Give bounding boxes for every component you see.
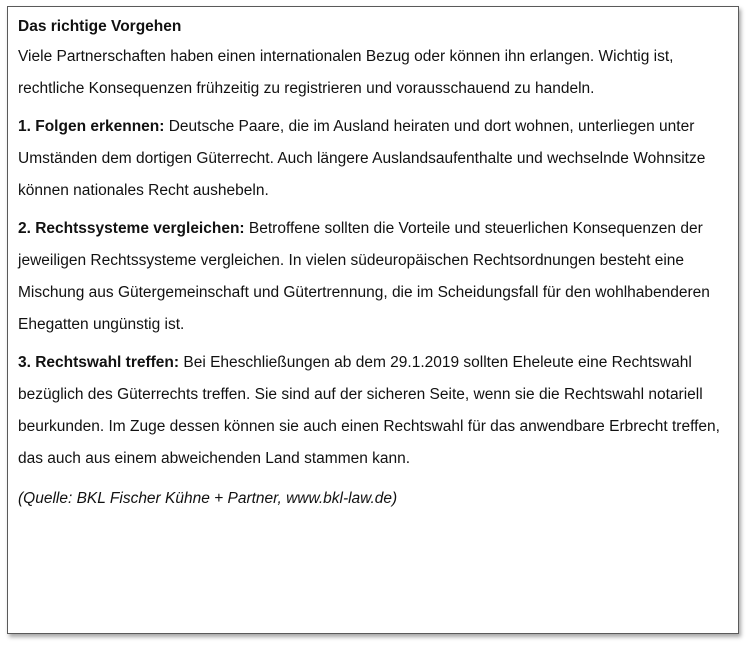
step-1-text: Deutsche Paare, die im Ausland heiraten und dort wohnen, unterliegen unter Umständen dem dortigen Güterrecht. Auch längere Auslandsaufenthalte und wechselnde Wohnsitze können nationales Recht aushebeln.	[18, 118, 706, 199]
step-3-paragraph	[18, 347, 730, 475]
source-note: (Quelle: BKL Fischer Kühne + Partner, www.bkl-law.de)	[18, 490, 398, 507]
step-1-heading: 1. Folgen erkennen:	[18, 118, 165, 135]
info-box	[7, 6, 739, 634]
step-3-text: Bei Eheschließungen ab dem 29.1.2019 sollten Eheleute eine Rechtswahl bezüglich des Güterrechts treffen. Sie sind auf der sicheren Seite, wenn sie die Rechtswahl notariell beurkunden. Im Zuge dessen können sie auch einen Rechtswahl für das anwendbare Erbrecht treffen, das auch aus einem abweichenden Land stammen kann.	[18, 354, 720, 467]
step-3-heading: 3. Rechtswahl treffen:	[18, 354, 180, 371]
step-2-text: Betroffene sollten die Vorteile und steuerlichen Konsequenzen der jeweiligen Rechtssysteme vergleichen. In vielen südeuropäischen Rechtsordnungen besteht eine Mischung aus Gütergemeinschaft und Gütertrennung, die im Scheidungsfall für den wohlhabenderen Ehegatten ungünstig ist.	[18, 220, 710, 333]
intro-paragraph: Viele Partnerschaften haben einen internationalen Bezug oder können ihn erlangen. Wichtig ist, rechtliche Konsequenzen frühzeitig zu registrieren und vorausschauend zu handeln.	[18, 48, 674, 97]
box-title: Das richtige Vorgehen	[18, 18, 182, 35]
step-2-heading: 2. Rechtssysteme vergleichen:	[18, 220, 245, 237]
info-box-content	[18, 15, 730, 515]
step-1-paragraph	[18, 111, 730, 207]
step-2-paragraph	[18, 213, 730, 341]
